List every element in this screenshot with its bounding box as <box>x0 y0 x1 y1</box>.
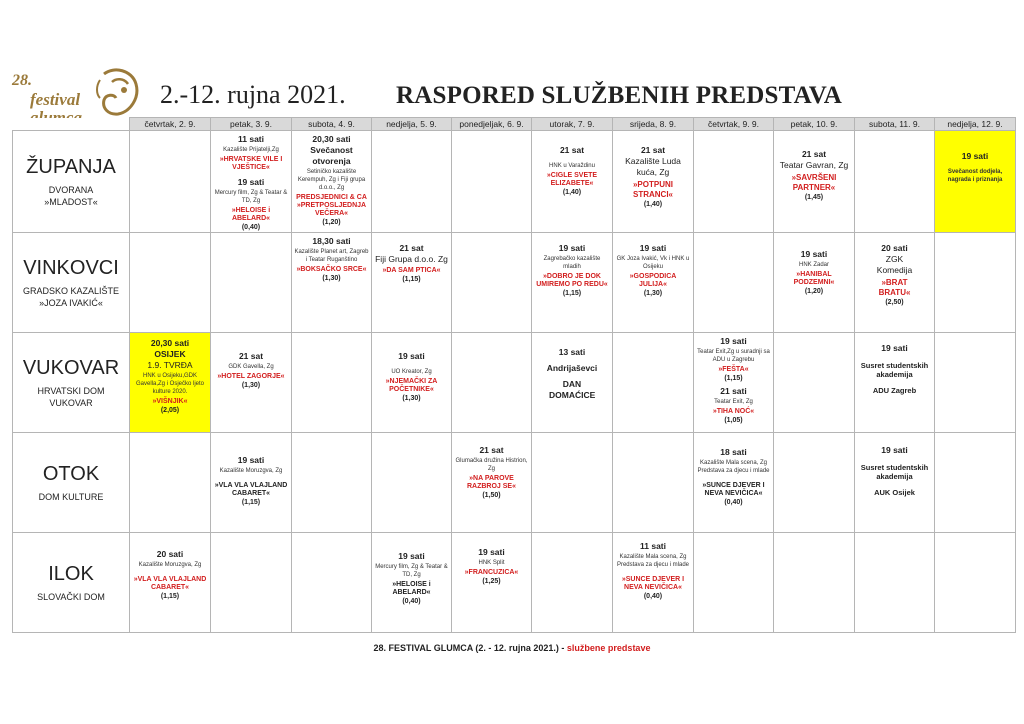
event-duration: (1,20) <box>322 219 341 226</box>
event-time: 19 sati <box>398 551 425 561</box>
venue-hall: GRADSKO KAZALIŠTE <box>22 285 120 296</box>
event-play: PREDSJEDNICI & CA »PRETPOSLJEDNJA VEČERA« <box>296 194 367 217</box>
event-company: Teatar Gavran, Zg <box>779 160 849 170</box>
event-time: 18,30 sati <box>312 236 351 246</box>
event-company: UO Kreator, Zg <box>391 369 432 375</box>
event-duration: (0,40) <box>724 499 743 506</box>
schedule-cell-empty <box>935 233 1016 333</box>
schedule-cell-empty <box>130 131 211 233</box>
event-play: »TIHA NOĆ« <box>712 408 755 415</box>
event-duration: (1,40) <box>643 201 663 208</box>
event-time: 20 sati <box>881 243 908 253</box>
event-place: AUK Osijek <box>874 488 915 497</box>
venue-cell <box>13 333 130 433</box>
page-title: RASPORED SLUŽBENIH PREDSTAVA <box>396 82 842 109</box>
venue-row-vukovar <box>13 333 1016 433</box>
venue-hall-name: »JOZA IVAKIĆ« <box>39 297 103 308</box>
schedule-cell <box>532 333 613 433</box>
schedule-cell <box>292 233 372 333</box>
schedule-cell-empty <box>292 433 372 533</box>
day-header: utorak, 7. 9. <box>532 118 613 131</box>
event-play: »CIGLE SVETE ELIZABETE« <box>546 172 598 187</box>
day-header: petak, 3. 9. <box>211 118 292 131</box>
schedule-cell <box>452 433 532 533</box>
schedule-cell <box>532 233 613 333</box>
schedule-cell <box>855 233 935 333</box>
event-place: OSIJEK <box>154 349 186 359</box>
event-play: »DOBRO JE DOK UMIREMO PO REDU« <box>536 273 608 288</box>
event-company: Kazalište Moruzgva, Zg <box>138 562 202 568</box>
event-duration: (2,50) <box>885 299 904 306</box>
day-header: srijeda, 8. 9. <box>613 118 694 131</box>
event-company: Kazalište Mala scena, Zg Predstava za djecu i mlade <box>616 554 690 568</box>
festival-dates: 2.-12. rujna 2021. <box>160 80 346 109</box>
schedule-cell-empty <box>452 233 532 333</box>
event-time: 19 sati <box>961 151 989 161</box>
venue-cell <box>13 233 130 333</box>
day-header: petak, 10. 9. <box>774 118 855 131</box>
event-time: 20,30 sati <box>312 134 351 144</box>
schedule-cell <box>694 333 774 433</box>
event-duration: (1,40) <box>562 189 582 196</box>
schedule-cell-empty <box>774 533 855 633</box>
event-time: 19 sati <box>881 445 908 455</box>
schedule-cell <box>211 433 292 533</box>
event-duration: (2,05) <box>160 407 180 414</box>
day-header: četvrtak, 2. 9. <box>130 118 211 131</box>
venue-name: ŽUPANJA <box>26 155 116 178</box>
event-play: »HELOISE i ABELARD« <box>392 581 431 596</box>
schedule-cell-empty <box>130 233 211 333</box>
event-time: 21 sati <box>720 386 747 396</box>
event-duration: (0,40) <box>402 598 421 605</box>
schedule-cell-highlight <box>935 131 1016 233</box>
venue-row-zupanja <box>13 131 1016 233</box>
schedule-cell-empty <box>694 131 774 233</box>
event-time: 21 sat <box>399 243 424 253</box>
venue-hall: SLOVAČKI DOM <box>37 591 105 602</box>
event-company: Kazalište Luda kuća, Zg <box>625 156 681 177</box>
event-company: Kazalište Planet art, Zagreb i Teatar Ruganštino <box>294 249 369 263</box>
schedule-cell-empty <box>532 433 613 533</box>
schedule-cell-empty <box>613 433 694 533</box>
schedule-cell <box>774 233 855 333</box>
venue-hall: DVORANA <box>48 184 94 195</box>
venue-row-otok <box>13 433 1016 533</box>
schedule-cell-empty <box>855 533 935 633</box>
schedule-cell-empty <box>613 333 694 433</box>
venue-name: VINKOVCI <box>23 256 119 279</box>
schedule-cell <box>372 533 452 633</box>
event-company: Fiji Grupa d.o.o. Zg <box>375 254 448 264</box>
event-company: Teatar Exit, Zg <box>714 399 753 405</box>
event-duration: (0,40) <box>241 224 261 231</box>
venue-cell <box>13 131 130 233</box>
schedule-cell-empty <box>774 333 855 433</box>
event-company: GDK Gavella, Zg <box>228 364 274 370</box>
schedule-cell-empty <box>372 433 452 533</box>
event-time: 21 sat <box>238 351 264 361</box>
logo-word-festival: festival <box>30 90 81 109</box>
event-duration: (1,15) <box>402 276 421 283</box>
event-time: 19 sati <box>800 249 828 259</box>
event-label: Susret studentskih akademija <box>860 361 929 379</box>
day-header: subota, 11. 9. <box>855 118 935 131</box>
event-company: HNK u Osijeku,GDK Gavella,Zg i Osječko ljeto kulture 2020. <box>135 373 205 395</box>
venue-hall: HRVATSKI DOM <box>37 385 105 396</box>
event-play: »FRANCUZICA« <box>464 569 519 576</box>
event-time: 11 sati <box>238 134 264 144</box>
event-play: »SUNCE DJEVER I NEVA NEVIČICA« <box>702 482 765 497</box>
footer <box>0 643 1024 653</box>
schedule-cell <box>855 333 935 433</box>
event-duration: (1,30) <box>322 275 341 282</box>
event-play: »VIŠNJIK« <box>152 398 188 405</box>
event-duration: (1,15) <box>562 290 582 297</box>
event-venue: 1.9. TVRĐA <box>147 360 193 370</box>
event-company: HNK u Varaždinu <box>549 163 595 169</box>
header-corner <box>13 118 130 131</box>
schedule-cell-empty <box>694 233 774 333</box>
event-time: 19 sati <box>398 351 425 361</box>
schedule-cell <box>774 131 855 233</box>
schedule-cell <box>211 131 292 233</box>
schedule-cell-empty <box>372 131 452 233</box>
event-duration: (1,05) <box>724 417 743 424</box>
schedule-cell-empty <box>855 131 935 233</box>
schedule-cell-empty <box>935 433 1016 533</box>
event-label: Svečanost otvorenja <box>310 145 353 166</box>
event-time: 19 sati <box>558 243 586 253</box>
day-header: četvrtak, 9. 9. <box>694 118 774 131</box>
event-time: 21 sat <box>801 149 827 159</box>
mask-icon <box>94 68 142 118</box>
venue-name: OTOK <box>42 462 100 485</box>
event-duration: (1,15) <box>241 499 261 506</box>
event-label: DAN DOMAĆICE <box>549 379 596 400</box>
event-play: »NJEMAČKI ZA POČETNIKE« <box>385 378 438 393</box>
event-play: »HANIBAL PODZEMNI« <box>793 271 835 286</box>
footer-text: 28. FESTIVAL GLUMCA (2. - 12. rujna 2021.) - <box>373 643 567 653</box>
schedule-cell <box>452 533 532 633</box>
venue-cell <box>13 433 130 533</box>
event-company: Setiničko kazalište Kerempuh, Zg i Fiji grupa d.o.o., Zg <box>297 169 366 191</box>
event-play: »NA PAROVE RAZBROJ SE« <box>466 475 516 490</box>
event-play: »VLA VLA VLAJLAND CABARET« <box>133 576 207 591</box>
venue-name: VUKOVAR <box>22 356 120 379</box>
event-time: 11 sati <box>640 541 666 551</box>
schedule-cell-empty <box>452 131 532 233</box>
event-time: 18 sati <box>720 447 747 457</box>
event-time: 21 sat <box>479 445 504 455</box>
schedule-cell <box>613 533 694 633</box>
venue-name: ILOK <box>48 562 94 585</box>
event-company: Zagrebačko kazalište mladih <box>543 256 601 270</box>
schedule-table <box>12 117 1016 633</box>
schedule-cell-empty <box>452 333 532 433</box>
event-place: Andrijaševci <box>546 363 598 373</box>
footer-accent: službene predstave <box>566 643 651 653</box>
schedule-cell <box>372 333 452 433</box>
day-header-row <box>13 118 1016 131</box>
event-play: »HELOISE i ABELARD« <box>231 207 271 222</box>
event-company: Kazalište Prijatelji,Zg <box>223 147 279 153</box>
schedule-cell-empty <box>935 533 1016 633</box>
event-time: 19 sati <box>639 243 667 253</box>
schedule-cell-empty <box>694 533 774 633</box>
event-company: Kazalište Mala scena, Zg Predstava za djecu i mlade <box>697 460 770 474</box>
venue-row-vinkovci <box>13 233 1016 333</box>
venue-hall-name: VUKOVAR <box>49 397 93 408</box>
day-header: subota, 4. 9. <box>292 118 372 131</box>
event-time: 21 sat <box>559 145 585 155</box>
event-duration: (1,45) <box>804 194 824 201</box>
event-play: »HOTEL ZAGORJE« <box>217 373 285 380</box>
event-time: 21 sat <box>640 145 666 155</box>
day-header: nedjelja, 5. 9. <box>372 118 452 131</box>
schedule-cell-empty <box>935 333 1016 433</box>
event-play: »HRVATSKE VILE I VJEŠTICE« <box>219 156 283 171</box>
event-play: »VLA VLA VLAJLAND CABARET« <box>214 482 288 497</box>
event-duration: (1,20) <box>804 288 824 295</box>
schedule-cell <box>292 131 372 233</box>
schedule-cell-empty <box>292 333 372 433</box>
event-time: 20,30 sati <box>150 338 190 348</box>
schedule-cell-empty <box>211 233 292 333</box>
schedule-cell <box>372 233 452 333</box>
event-duration: (1,25) <box>482 578 501 585</box>
schedule-cell-highlight <box>130 333 211 433</box>
event-company: HNK Zadar <box>798 262 829 268</box>
event-play: »FEŠTA« <box>718 366 749 373</box>
event-play: »BOKSAČKO SRCE« <box>296 266 367 273</box>
schedule-cell-empty <box>130 433 211 533</box>
event-time: 19 sati <box>478 547 505 557</box>
schedule-cell <box>613 233 694 333</box>
event-company: Mercury film, Zg & Teatar & TD, Zg <box>375 564 448 578</box>
event-time: 19 sati <box>720 336 747 346</box>
logo-number: 28. <box>12 72 32 89</box>
event-play: »DA SAM PTICA« <box>382 267 441 274</box>
event-time: 20 sati <box>156 549 184 559</box>
event-play: »GOSPODICA JULIJA« <box>629 273 677 288</box>
event-play: »BRAT BRATU« <box>878 278 911 297</box>
event-play: »SUNCE DJEVER I NEVA NEVIČICA« <box>621 576 685 591</box>
schedule-cell <box>613 131 694 233</box>
event-company: HNK Split <box>478 560 505 566</box>
schedule-cell-empty <box>532 533 613 633</box>
day-header: nedjelja, 12. 9. <box>935 118 1016 131</box>
venue-cell <box>13 533 130 633</box>
venue-hall-name: »MLADOST« <box>44 196 98 207</box>
event-company: Glumačka družina Histrion, Zg <box>455 458 528 472</box>
event-company: GK Joza Ivakić, Vk i HNK u Osijeku <box>616 256 690 270</box>
event-duration: (1,30) <box>402 395 421 402</box>
day-header: ponedjeljak, 6. 9. <box>452 118 532 131</box>
event-duration: (1,50) <box>482 492 501 499</box>
event-play: »POTPUNI STRANCI« <box>632 180 673 199</box>
event-time: 13 sati <box>558 347 586 357</box>
schedule-cell <box>855 433 935 533</box>
event-play: »SAVRŠENI PARTNER« <box>791 173 837 192</box>
event-duration: (1,15) <box>160 593 180 600</box>
event-time: 19 sati <box>237 177 265 187</box>
schedule-cell <box>694 433 774 533</box>
schedule-cell <box>130 533 211 633</box>
event-company: ZGK Komedija <box>876 254 913 275</box>
event-company: Teatar Exit,Zg u suradnji sa ADU u Zagrebu <box>697 349 770 363</box>
event-label: Susret studentskih akademija <box>860 463 929 481</box>
event-place: ADU Zagreb <box>872 386 917 395</box>
schedule-cell <box>532 131 613 233</box>
schedule-cell-empty <box>292 533 372 633</box>
event-company: Kazalište Moruzgva, Zg <box>219 468 283 474</box>
event-time: 19 sati <box>237 455 265 465</box>
event-duration: (1,30) <box>643 290 663 297</box>
event-company: Mercury film, Zg & Teatar & TD, Zg <box>214 190 288 204</box>
event-time: 19 sati <box>881 343 908 353</box>
venue-row-ilok <box>13 533 1016 633</box>
event-duration: (1,30) <box>241 382 261 389</box>
event-duration: (1,15) <box>724 375 743 382</box>
schedule-cell-empty <box>774 433 855 533</box>
venue-hall: DOM KULTURE <box>38 491 104 502</box>
schedule-cell <box>211 333 292 433</box>
schedule-cell-empty <box>211 533 292 633</box>
event-duration: (0,40) <box>643 593 663 600</box>
event-label: Svečanost dodjela, nagrada i priznanja <box>947 169 1003 183</box>
